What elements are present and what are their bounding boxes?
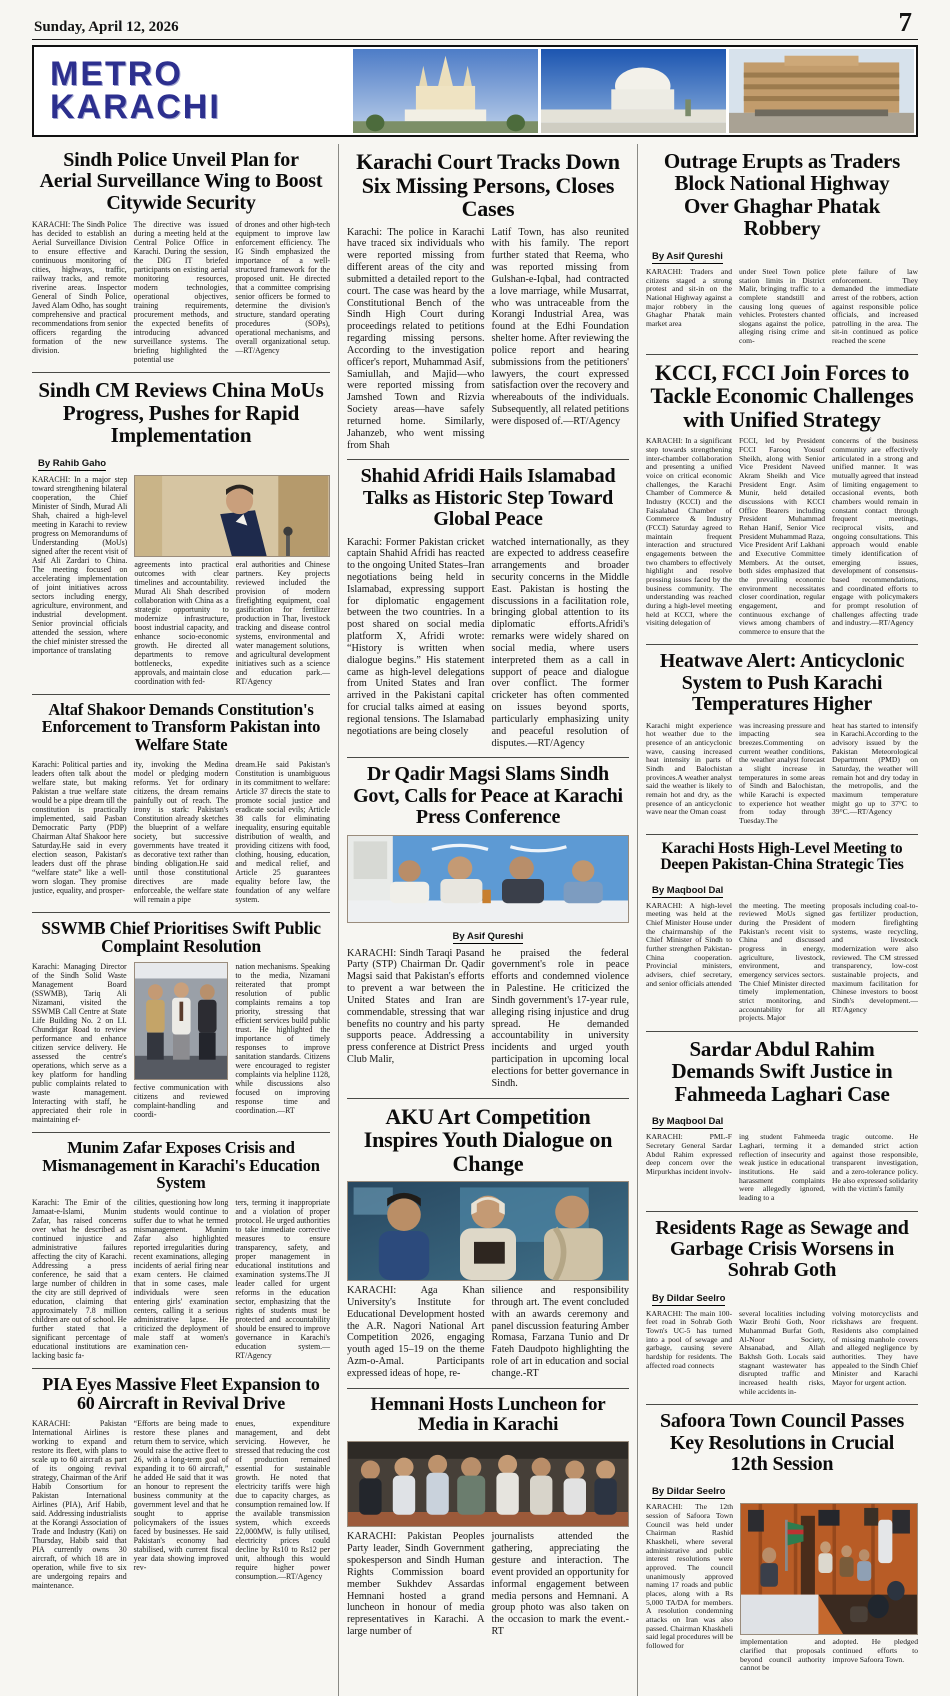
body-column: KARACHI: A high-level meeting was held at the Chief Minister House under the chairmanship of the Chief Minister of Sindh to further strengthen Pakistan-China cooperation. Provincial ministers, advisers, chief secretary, and senior officials attended: [646, 900, 732, 988]
body-column: several localities including Wazir Brohi Goth, Noor Muhammad Burfat Goth, Al-Noor Society, Ahsanabad, and Allah Bakhsh Goth. Locals said stagnant wastewater has disrupted traffic and increased health risks, while accidents in-: [739, 1308, 825, 1396]
body-column: was increasing pressure and impacting sea breezes.Commenting on current weather conditions, the weather analyst forecast a slight increase in temperatures in some areas of Sindh and Balochistan, while Karachi is expected to experience hot weather from today through Tuesday.The: [739, 720, 825, 825]
cm-murad-ali-shah-photo: [134, 475, 330, 557]
byline: By Maqbool Dal: [652, 884, 724, 896]
page-top-bar: [32, 0, 918, 40]
headline: Heatwave Alert: Anticyclonic System to Push Karachi Temperatures Higher: [659, 650, 905, 716]
body-column: he praised the federal government's role in peace efforts and condemned violence in Palestine. He criticized the Sindh government's 17-year rule, alleging rising injustice and drug spread. He demanded accountability in university incidents and urged youth participation in upcoming local elections for better governance in Sindh.: [491, 947, 629, 1089]
headline: Sardar Abdul Rahim Demands Swift Justice in Fahmeeda Laghari Case: [671, 1036, 893, 1106]
body-column: concerns of the business community are effectively articulated in a strong and unified manner. It was mutually agreed that instead of limiting engagement to occasional events, both chambers would remain in constant contact through frequent meetings, reciprocal visits, and ongoing consultations. This approach would enable timely identification of emerging issues, development of consensus-based recommendations, and coordinated efforts to engage with policymakers for prompt resolution of challenges affecting trade and industry.—RT/Agency: [832, 436, 918, 628]
body-column: KARACHI: In a major step toward strengthening bilateral cooperation, the Chief Minister of Sindh, Murad Ali Shah, chaired a high-level meeting in Karachi to review progress on Memorandums of Understanding (MoUs) signed after the recent visit of Asif Ali Zardari to China. The meeting focused on accelerating implementation of joint initiatives across sectors including energy, agriculture, environment, and industrial development. Senior provincial officials attended the session, where the chief minister stressed the importance of translating: [32, 474, 128, 655]
body-column: KARACHI: Aga Khan University's Institute for Educational Development hosted the A.R. Nagori National Art Competition 2026, engaging youth aged 15–19 on the theme Azm-o-Amal. Participants expressed ideas of hope, re-: [347, 1285, 485, 1379]
body-column: tragic outcome. He demanded strict action against those responsible, transparent investigation, and a zero-tolerance policy. He also expressed solidarity with the victim's family: [832, 1132, 918, 1194]
masthead: [32, 45, 918, 137]
headline: Hemnani Hosts Luncheon for Media in Karachi: [370, 1393, 606, 1436]
article-sardar-abdul-rahim: [646, 1031, 918, 1209]
body-column: KARACHI: The Sindh Police has decided to establish an Aerial Surveillance Division to ensure effective and continuous monitoring of cities, highways, traffic, railway tracks, and remote riverine areas. Inspector General of Sindh Police, Javed Alam Odho, has sought comprehensive and practical recommendations from senior officers regarding the formation of the new division.: [32, 220, 127, 356]
body-column: ing student Fahmeeda Laghari, terming it a reflection of insecurity and weak justice in educational institutions. He said harassment complaints were allegedly ignored, leading to a: [739, 1132, 825, 1202]
byline: By Asif Qureshi: [452, 930, 524, 942]
headline: Residents Rage as Sewage and Garbage Crisis Worsens in Sohrab Goth: [655, 1216, 909, 1282]
body-column: the meeting. The meeting reviewed MoUs signed during the President of Pakistan's recent visit to China and discussed progress in energy, agriculture, livestock, environment, and emergency services sectors. The Chief Minister directed timely implementation, strict monitoring, and accountability for all projects. Major: [739, 900, 825, 1023]
body-column: Latif Town, has also reunited with his family. The report further stated that Reema, who was reported missing from Gulshan-e-Iqbal, had contracted a love marriage, while Musarrat, who was untraceable from the Korangi Industrial Area, was found at the Edhi Foundation shelter home. After reviewing the police report and hearing submissions from the petitioners' lawyers, the court expressed satisfaction over the recovery and whereabouts of the individuals. Subsequently, all related petitions were disposed of.—RT/Agency: [491, 226, 629, 427]
body-column: agreements into practical outcomes with clear timelines and accountability. Murad Ali Shah described collaboration with China as a strategic opportunity to modernize infrastructure, boost industrial capacity, and enhance socio-economic growth. He directed all departments to remove bottlenecks, expedite approvals, and maintain close coordination with fed-: [134, 559, 229, 686]
body-column: silience and responsibility through art. The event concluded with an awards ceremony and panel discussion featuring Amber Romasa, Farzana Tunio and Dr Fateh Daudpoto highlighting the role of art in education and social change.-RT: [491, 1285, 629, 1379]
body-column: “Efforts are being made to restore these planes and return them to service, which would raise the active fleet to 26, with a long-term goal of expanding it to 60 aircraft,” he added He said that it was an honour to represent the business community at the government level and that he sought to apprise policymakers of the issues faced by businesses. He said Pakistan's economy had stabilised, with current fiscal year data showing improved rev-: [133, 1419, 229, 1573]
sswmb-visit-photo: [134, 962, 229, 1080]
body-column: fective communication with citizens and reviewed complaint-handling and coordi-: [133, 1082, 229, 1119]
page-columns: [32, 144, 918, 1696]
body-column: proposals including coal-to-gas fertilizer production, modern firefighting systems, waste recycling, and livestock modernization were also reviewed. The CM stressed transparency, low-cost sustainable projects, and maximum facilitation for Chinese investors to boost Sindh's development.—RT/Agency: [832, 900, 918, 1014]
byline: By Maqbool Dal: [652, 1116, 724, 1128]
body-column: enues, expenditure management, and debt servicing. However, he stressed that reducing the cost of production remained essential for sustainable growth. He noted that electricity tariffs were high due to capacity charges, as consumption remained low. If the available transmission system, which exceeds 22,000MW, is fully utilised, electricity prices could decline by Rs10 to Rs12 per unit, although this would require higher power consumption.—RT/Agency: [235, 1419, 331, 1582]
body-column: Karachi: Political parties and leaders often talk about the welfare state, but making Pakistan a true welfare state would be a pipe dream till the constitution is practically implemented, said Pasban Democratic Party (PDP) Chairman Altaf Shakoor here Saturday.He said in every election season, Pakistan's leaders dust off the phrase “welfare state” like a well-worn slogan. They promise justice, equality, and prosper-: [32, 759, 127, 895]
body-column: Karachi: The police in Karachi have traced six individuals who were reported missing from different areas of the city and submitted a detailed report to the court. The case was heard by the Constitutional Bench of the Sindh High Court during proceedings related to petitions regarding missing persons. According to the investigation officer's report, Muhammad Asif, Samiullah, and Majid—who were reported missing from Jamshed Town and Rizvia Society areas—have safely returned home. Similarly, Jahanzeb, who went missing from Shah: [347, 226, 485, 451]
body-column: KARACHI: Sindh Taraqi Pasand Party (STP) Chairman Dr. Qadir Magsi said that Pakistan's efforts to prevent a war between the United States and Iran are commendable, stressing that war benefits no country and his party supports peace. Addressing a press conference at District Press Club Malir,: [347, 947, 485, 1066]
article-qadir-magsi: [347, 757, 629, 1095]
body-column: Karachi: Former Pakistan cricket captain Shahid Afridi has reacted to the ongoing United States–Iran negotiations being held in Islamabad, expressing support for diplomatic engagement between the two countries. In a post shared on social media platform X, Afridi wrote: “History is written when dialogue begins.” His statement came as high-level delegations from United States and Iran arrived in the Pakistani capital for crucial talks aimed at easing regional tensions. The Islamabad negotiations are being closely: [347, 536, 485, 737]
body-column: KARACHI: PML-F Secretary General Sardar Abdul Rahim expressed deep concern over the Mirpurkhas incident involv-: [646, 1132, 732, 1176]
byline: By Dildar Seelro: [652, 1486, 726, 1498]
body-column: volving motorcyclists and rickshaws are frequent. Residents also complained of missing manhole covers and alleged negligence by authorities. They have appealed to the Sindh Chief Minister and Karachi Mayor for urgent action.: [832, 1308, 918, 1387]
article-pia-fleet: [32, 1368, 330, 1597]
article-kcci-fcci: [646, 354, 918, 643]
body-column: nation mechanisms. Speaking to the media, Nizamani reiterated that prompt resolution of public complaints remains a top priority, stressing that efficient services build public trust. He highlighted the importance of timely responses to improve sanitation standards. Citizens were encouraged to register complaints via helpline 1128, while discussions also focused on improving response time and coordination.—RT: [235, 961, 331, 1115]
article-karachi-court: [347, 144, 629, 457]
body-column: ity, invoking the Medina model or pledging modern reforms. Yet for ordinary citizens, the dream remains painfully out of reach. The irony is stark: Pakistan's Constitution already sketches the blueprint of a welfare society, but successive governments have treated it as decorative text rather than binding obligation.He said until those constitutional directives are made enforceable, the welfare state will remain a pipe: [133, 759, 229, 904]
middle-column: [338, 144, 638, 1696]
masthead-logo: [36, 49, 350, 133]
byline: By Rahib Gaho: [38, 457, 107, 469]
body-column: plete failure of law enforcement. They demanded the immediate arrest of the robbers, action against responsible police officials, and increased patrolling in the area. The sit-in continued as police reached the scene: [832, 266, 918, 346]
byline: By Dildar Seelro: [652, 1292, 726, 1304]
headline: Safoora Town Council Passes Key Resolutions in Crucial 12th Session: [659, 1410, 905, 1476]
body-column: KARACHI: Pakistan International Airlines is working to expand and restore its fleet, with plans to scale up to 60 aircraft as part of its ongoing revival strategy, Chairman of the Arif Habib Consortium for Pakistan International Airlines (PIA), Arif Habib, said. Addressing industrialists at the Korangi Association of Trade and Industry (Kati) on Thursday, Habib said that PIA currently owns 30 aircraft, of which 18 are in operation, while five to six are undergoing repairs and maintenance.: [32, 1419, 127, 1591]
left-column: [32, 144, 338, 1696]
body-column: KARACHI: Traders and citizens staged a strong protest and sit-in on the National Highway against a major robbery in the Ghaghar Phatak main market area: [646, 266, 732, 328]
body-column: The directive was issued during a meeting held at the Central Police Office in Karachi. During the session, the DIG IT briefed participants on existing aerial monitoring resources, modern technologies, operational objectives, training requirements, procurement methods, and the expected benefits of introducing advanced surveillance systems. The briefing highlighted the potential use: [133, 220, 229, 365]
body-column: watched internationally, as they are expected to address ceasefire arrangements and broader security concerns in the Middle East. Pakistan is hosting the discussions in a facilitation role, bringing global attention to its diplomatic efforts.Afridi's remarks were widely shared on social media, where users interpreted them as a call in support of peace and dialogue over conflict. The former cricketer has often commented on issues beyond sports, particularly emphasizing unity and peaceful resolution of disputes.—RT/Agency: [491, 536, 629, 749]
body-column: KARACHI: The main 100-feet road in Sohrab Goth Town's UC-5 has turned into a pool of sewage and garbage, causing severe hardship for residents. The affected road connects: [646, 1308, 732, 1370]
headline: Dr Qadir Magsi Slams Sindh Govt, Calls for Peace at Karachi Press Conference: [353, 763, 623, 829]
article-altaf-shakoor: [32, 694, 330, 910]
body-column: under Steel Town police station limits in District Malir, bringing traffic to a complete standstill and causing long queues of vehicles. Protesters chanted slogans against the police, alleging rising crime and com-: [739, 266, 825, 346]
body-column: adopted. He pledged continued efforts to improve Safoora Town.: [832, 1637, 918, 1664]
headline: Munim Zafar Exposes Crisis and Mismanagement in Karachi's Education System: [42, 1137, 320, 1193]
article-sswmb: [32, 912, 330, 1130]
article-pakistan-china-ties: [646, 834, 918, 1029]
body-column: of drones and other high-tech equipment to improve law enforcement efficiency. The IG Sindh emphasized the importance of a well-structured framework for the proposed unit. He directed that a committee comprising senior officers be formed to determine the division's structure, standard operating procedures (SOPs), operational mechanisms, and overall organizational setup.—RT/Agency: [235, 220, 331, 356]
article-sindh-cm-china-mous: [32, 372, 330, 691]
page-number: 7: [898, 7, 912, 37]
headline: AKU Art Competition Inspires Youth Dialogue on Change: [363, 1103, 613, 1176]
headline: Outrage Erupts as Traders Block National Highway Over Ghaghar Phatak Robbery: [663, 149, 901, 241]
body-column: Karachi: Managing Director of the Sindh Solid Waste Management Board (SSWMB), Tariq Ali Nizamani, visited the SSWMB Call Centre at State Life Building No. 2 on I.I. Chundrigar Road to review performance and enhance citizen service delivery. He assessed the centre's operations, which serve as a key platform for handling public complaints related to waste management. Interacting with staff, he appreciated their role in maintaining ef-: [32, 961, 127, 1124]
body-column: eral authorities and Chinese partners. Key projects reviewed included the provision of modern firefighting equipment, coal gasification for fertilizer production in Thar, livestock tracking and disease control systems, environmental and water management solutions, and agricultural development initiatives such as a science and education park.—RT/Agency: [235, 559, 331, 686]
headline: KCCI, FCCI Join Forces to Tackle Economic Challenges with Unified Strategy: [650, 359, 914, 432]
hemnani-group-photo: [347, 1441, 629, 1527]
body-column: Karachi might experience hot weather due to the presence of an anticyclonic wave, causing increased heat intensity in parts of Sindh and Balochistan provinces.A weather analyst said the weather is likely to remain hot and dry, as the presence of an anticyclonic wave near the Oman coast: [646, 720, 732, 817]
body-column: implementation and clarified that proposals beyond council authority cannot be: [740, 1637, 826, 1673]
aku-award-photo: [347, 1181, 629, 1281]
article-hemnani-luncheon: [347, 1388, 629, 1644]
body-column: dream.He said Pakistan's Constitution is unambiguous in its commitment to welfare: Article 37 directs the state to promote social justice and eradicate social evils; Article 38 calls for eliminating inequality, ensuring equitable distribution of wealth, and providing citizens with food, clothing, housing, education, and medical relief, and Article 25 guarantees equality before law, the foundation of any welfare system.: [235, 759, 331, 904]
magsi-press-conference-photo: [347, 835, 629, 923]
body-column: ters, terming it inappropriate and a violation of proper protocol. He urged authorities to take immediate corrective measures to ensure transparency, safety, and proper management in educational institutions and examination systems.The JI leader called for urgent reforms in the education sector, emphasizing that the rights of students must be protected and accountability should be ensured to improve governance in Karachi's education system.—RT/Agency: [235, 1197, 331, 1360]
article-sohrab-goth-sewage: [646, 1211, 918, 1403]
station-building-photo: [729, 49, 914, 133]
body-column: journalists attended the gathering, appreciating the gesture and interaction. The event provided an opportunity for informal engagement between media persons and Hemnani. A group photo was also taken on the occasion to mark the event.-RT: [491, 1531, 629, 1638]
headline: Sindh Police Unveil Plan for Aerial Surveillance Wing to Boost Citywide Security: [39, 149, 323, 214]
cathedral-photo: [353, 49, 538, 133]
article-shahid-afridi: [347, 459, 629, 755]
body-column: Karachi: The Emir of the Jamaat-e-Islami, Munim Zafar, has raised concerns over what he described as continued injustice and administrative failures affecting the city of Karachi. Addressing a press conference, he said that a large number of children in the city are still deprived of education, claiming that approximately 7.8 million children are out of school. He further stated that a significant percentage of educational institutions are lacking basic fa-: [32, 1197, 127, 1360]
body-column: KARACHI: Pakistan Peoples Party leader, Sindh Government spokesperson and Sindh Human Rights Commission board member Sukhdev Assardas Hemnani hosted a grand luncheon in honour of media representatives in Karachi. A large number of: [347, 1531, 485, 1638]
headline: SSWMB Chief Prioritises Swift Public Complaint Resolution: [41, 917, 321, 957]
article-heatwave-alert: [646, 644, 918, 831]
page-date: Sunday, April 12, 2026: [34, 19, 179, 35]
headline: Sindh CM Reviews China MoUs Progress, Pushes for Rapid Implementation: [38, 378, 324, 448]
article-ghaghar-phatak: [646, 144, 918, 352]
body-column: KARACHI: In a significant step towards strengthening inter-chamber collaboration and presenting a unified voice on critical economic challenges, the Karachi Chamber of Commerce & Industry (KCCI) and the Faisalabad Chamber of Commerce & Industry (FCCI) Saturday agreed to maintain frequent interaction and structured engagements between the two chambers to effectively highlight and resolve pressing issues faced by the business community. The understanding was reached during a high-level meeting held at KCCI, where the visiting delegation of: [646, 436, 732, 628]
headline: PIA Eyes Massive Fleet Expansion to 60 Aircraft in Revival Drive: [42, 1373, 320, 1414]
article-safoora-council: [646, 1404, 918, 1679]
article-aku-art: [347, 1098, 629, 1386]
headline: Karachi Court Tracks Down Six Missing Persons, Closes Cases: [356, 149, 620, 222]
body-column: FCCI, led by President FCCI Farooq Yousuf Sheikh, along with Senior Vice President Naveed Akram Sheikh and Vice President Engr. Asim Munir, held detailed discussions with KCCI Office Bearers including President Muhammad Rehan Hanif, Senior Vice President Muhammad Raza, Vice President Arif Lakhani and Executive Committee Members. At the outset, both sides emphasized that the prevailing economic environment necessitates closer coordination, regular engagement, and continuous exchange of views among chambers of commerce to ensure that the: [739, 436, 825, 636]
masthead-line1: METRO: [50, 54, 183, 93]
right-column: [638, 144, 918, 1696]
body-column: heat has started to intensify in Karachi.According to the advisory issued by the Pakistan Meteorological Department (PMD) on Saturday, the weather will remain hot and dry today in the metropolis, and the maximum temperature might go up to 37°C to 39°C.—RT/Agency: [832, 720, 918, 817]
body-column: KARACHI: The 12th session of Safoora Town Council was held under Chairman Rashid Khaskheli, where several administrative and public interest resolutions were approved. The council unanimously approved naming 17 roads and public places, along with a Rs 5,000 TA/DA for members. A resolution condemning attacks on Iran was also passed. Chairman Khaskheli said legal procedures will be followed for: [646, 1502, 734, 1650]
headline: Altaf Shakoor Demands Constitution's Enforcement to Transform Pakistan into Welfare State: [41, 699, 321, 754]
article-sindh-police: [32, 144, 330, 370]
body-column: cilities, questioning how long students would continue to suffer due to what he termed mismanagement. Munim Zafar also highlighted reported irregularities during recent examinations, alleging incidents of aerial firing near exam centers. He claimed that in some cases, male individuals were seen entering girls' examination centers, calling it a serious administrative lapse. He criticized the deployment of male staff at women's examination cen-: [133, 1197, 229, 1351]
article-munim-zafar: [32, 1132, 330, 1366]
byline: By Asif Qureshi: [652, 250, 723, 262]
headline: Karachi Hosts High-Level Meeting to Deepen Pakistan-China Strategic Ties: [660, 839, 904, 874]
safoora-council-session-photo: [740, 1503, 918, 1635]
headline: Shahid Afridi Hails Islamabad Talks as Historic Step Toward Global Peace: [360, 465, 616, 531]
mazar-quaid-photo: [541, 49, 726, 133]
masthead-line2: KARACHI: [50, 88, 221, 126]
